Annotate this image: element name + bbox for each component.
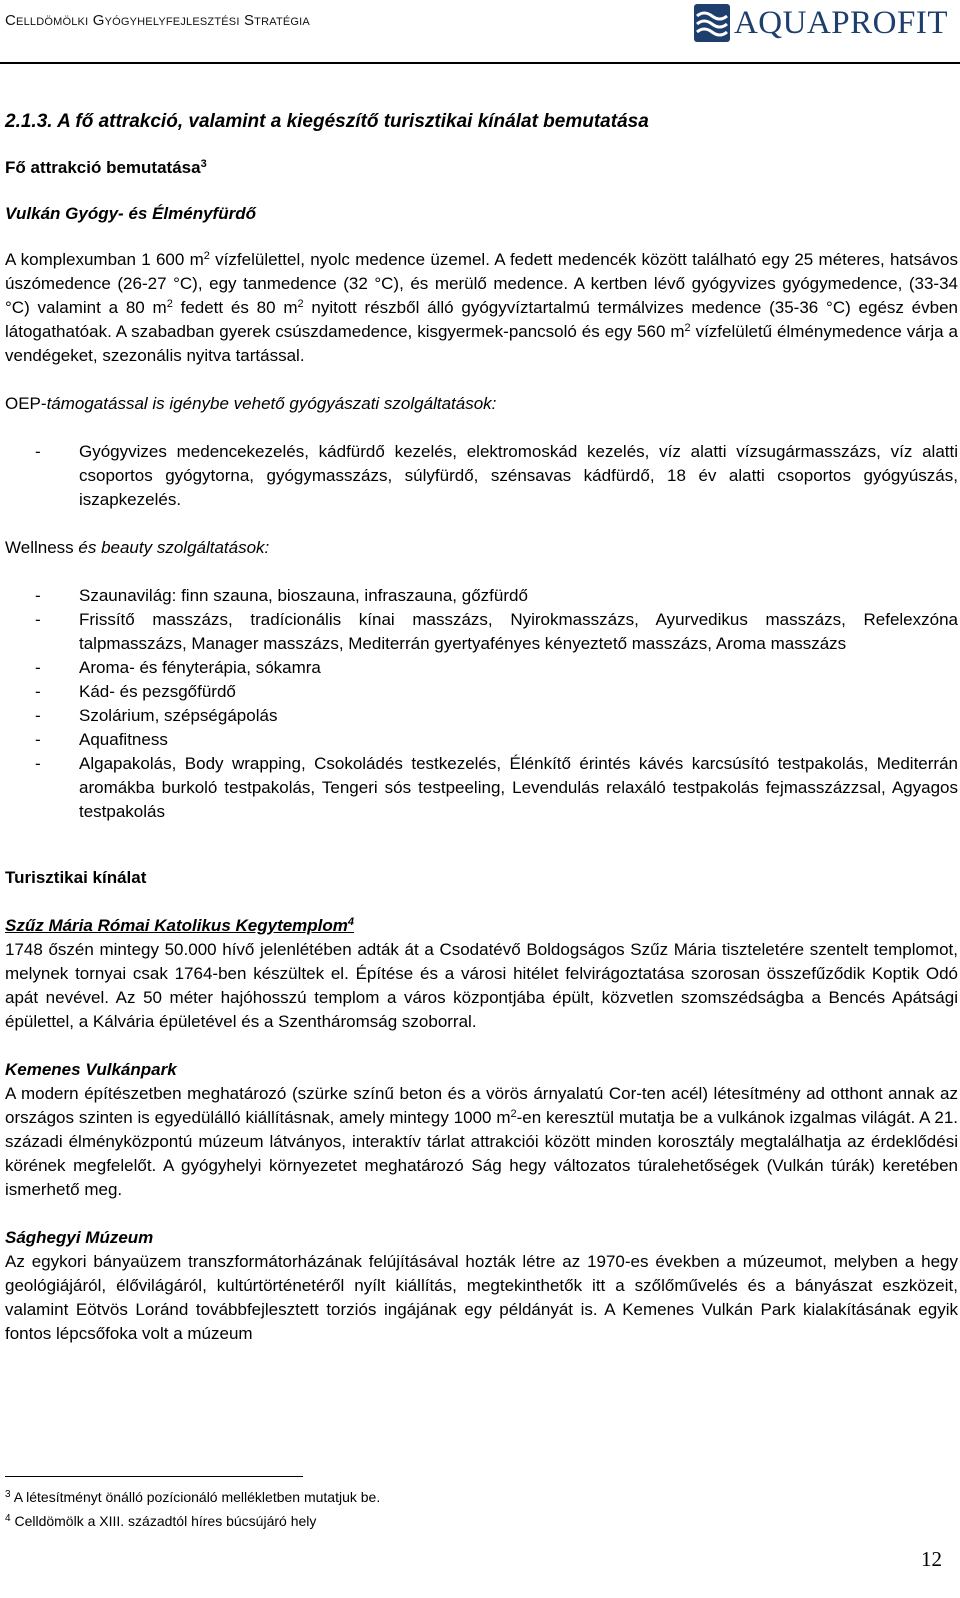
footnote-4: $^4$ Celldömölk a XIII. századtól híres búcsújáró hely [5, 1513, 317, 1529]
list-item: - Algapakolás, Body wrapping, Csokoládés testkezelés, Élénkítő érintés kávés karcsúsító testpakolás, Mediterrán aromákba burkoló testpakolás, Tengeri sós testpeeling, Levendulás relaxáló testpakolás fejmasszázzsal, Agyagos testpakolás [5, 752, 958, 824]
oep-heading: OEP-támogatással is igénybe vehető gyógyászati szolgáltatások: [5, 394, 497, 413]
header-divider [0, 62, 960, 64]
oep-list [5, 440, 958, 512]
church-description: 1748 őszén mintegy 50.000 hívő jelenlétében adták át a Csodatévő Boldogságos Szűz Mária tiszteletére szentelt templomot, melynek tornyai csak 1764-ben készültek el. Építése és a városi hitélet felvirágoztatása szorosan összefűződik Koptik Odó apát nevével. Az 50 méter hajóhosszú templom a város központjába épült, közvetlen szomszédságba a Bencés Apátsági épülettel, a Kálvária épületével és a Szentháromság szoborral. [5, 940, 958, 1031]
footnote-ref-4: 4 [347, 916, 355, 928]
list-item: - Frissítő masszázs, tradícionális kínai masszázs, Nyirokmasszázs, Ayurvedikus masszázs, Refelexzóna talpmasszázs, Manager masszázs, Mediterrán gyertyafényes kényeztető masszázs, Aroma masszázs [5, 608, 958, 656]
church-title: Szűz Mária Római Katolikus Kegytemplom$^4$ [5, 916, 355, 935]
list-item: - Szaunavilág: finn szauna, bioszauna, infraszauna, gőzfürdő [5, 584, 958, 608]
list-item: - Kád- és pezsgőfürdő [5, 680, 958, 704]
wellness-list [5, 584, 958, 824]
list-item: - Aquafitness [5, 728, 958, 752]
page-header [0, 0, 960, 62]
tourism-heading: Turisztikai kínálat [5, 868, 147, 887]
saghegy-description: Az egykori bányaüzem transzformátorházának felújításával hozták létre az 1970-es években a múzeumot, melyben a hegy geológiájáról, élővilágáról, kultúrtörténetéről nyílt kiállítás, megtekinthetők itt a szőlőművelés és a bányászat eszközeit, valamint Eötvös Loránd továbbfejlesztett torziós ingájának egy példányát is. A Kemenes Vulkán Park kialakításának egyik fontos lépcsőfoka volt a múzeum [5, 1252, 958, 1343]
footnote-3: $^3$ A létesítményt önálló pozícionáló mellékletben mutatjuk be. [5, 1489, 381, 1505]
logo-text: AQUAPROFIT [733, 4, 948, 41]
page-number: 12 [921, 1547, 942, 1571]
footnotes [5, 1485, 380, 1533]
list-item: - Gyógyvizes medencekezelés, kádfürdő kezelés, elektromoskád kezelés, víz alatti vízsugármasszázs, víz alatti csoportos gyógytorna, gyógymasszázs, súlyfürdő, szénsavas kádfürdő, 18 év alatti csoportos gyógyúszás, iszapkezelés. [5, 440, 958, 512]
list-item: - Szolárium, szépségápolás [5, 704, 958, 728]
kemenes-title: Kemenes Vulkánpark [5, 1060, 177, 1079]
spa-description: A komplexumban 1 600 $m^2$ vízfelülettel, nyolc medence üzemel. A fedett medencék között található egy 25 méteres, hatsávos úszómedence (26-27 °C), egy tanmedence (32 °C), és merülő medence. A kertben lévő gyógyvizes gyógymedence, (33-34 °C) valamint a 80 $m^2$ fedett és 80 $m^2$ nyitott részből álló gyógyvíztartalmú termálvizes medence (35-36 °C) egész évben látogathatóak. A szabadban gyerek csúszdamedence, kisgyermek-pancsoló és egy 560 $m^2$ vízfelületű élménymedence várja a vendégeket, szezonális nyitva tartással. [5, 250, 958, 365]
aquaprofit-logo [694, 4, 948, 42]
spa-subheading: Vulkán Gyógy- és Élményfürdő [5, 204, 256, 223]
footnote-ref-3: 3 [200, 158, 207, 170]
section-title: 2.1.3. A fő attrakció, valamint a kiegészítő turisztikai kínálat bemutatása [5, 111, 649, 132]
wellness-heading: Wellness és beauty szolgáltatások: [5, 538, 270, 557]
footnote-divider [5, 1476, 303, 1477]
main-attraction-heading: Fő attrakció bemutatása$^3$ [5, 158, 207, 177]
saghegy-title: Sághegyi Múzeum [5, 1228, 154, 1247]
wave-logo-icon [694, 4, 730, 42]
header-title: Celldömölki Gyógyhelyfejlesztési Stratégia [5, 12, 310, 29]
document-body [5, 108, 958, 1346]
list-item: - Aroma- és fényterápia, sókamra [5, 656, 958, 680]
kemenes-description: A modern építészetben meghatározó (szürke színű beton és a vörös árnyalatú Cor-ten acél) létesítmény ad otthont annak az országos szinten is egyedülálló kiállításnak, amely mintegy 1000 $m^2-en$ keresztül mutatja be a vulkánok izgalmas világát. A 21. századi élményközpontú múzeum látványos, interaktív tárlat attrakciói között minden korosztály megtalálhatja az érdeklődési körének megfelelőt. A gyógyhelyi környezetet meghatározó Ság hegy változatos túralehetőségek (Vulkán túrák) keretében ismerhető meg. [5, 1084, 958, 1199]
